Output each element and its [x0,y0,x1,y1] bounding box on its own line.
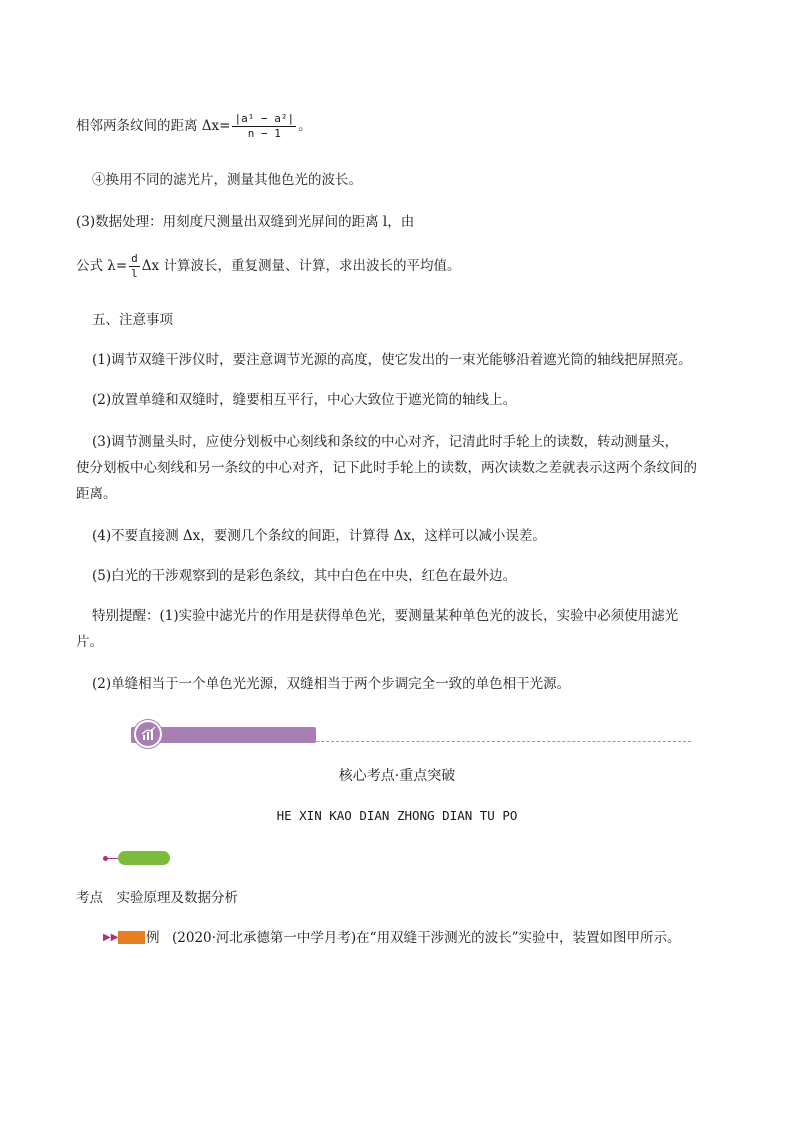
tip-line-2: 片。 [76,634,103,650]
chart-icon [134,720,162,748]
formula-suffix: Δx 计算波长，重复测量、计算，求出波长的平均值。 [141,258,461,274]
note-5: (5)白光的干涉观察到的是彩色条纹，其中白色在中央，红色在最外边。 [92,568,517,584]
note-4: (4)不要直接测 Δx，要测几个条纹的间距，计算得 Δx，这样可以减小误差。 [92,528,546,544]
fraction-denominator: n − 1 [247,127,281,140]
note-1: (1)调节双缝干涉仪时，要注意调节光源的高度，使它发出的一束光能够沿着遮光筒的轴线把屏照亮。 [92,352,692,368]
section-title: 核心考点·重点突破 [338,768,456,784]
topic-marker-pill [118,851,170,865]
note-3-line-2: 使分划板中心刻线和另一条纹的中心对齐，记下此时手轮上的读数，两次读数之差就表示这两个条纹间的 [76,460,697,476]
distance-formula-line [76,112,312,141]
banner-divider [316,741,691,742]
fraction-numerator: d [131,252,138,265]
fraction-numerator: |a¹ − a²| [234,112,295,125]
tip-2: (2)单缝相当于一个单色光光源，双缝相当于两个步调完全一致的单色相干光源。 [92,676,571,692]
step-4-text: ④换用不同的滤光片，测量其他色光的波长。 [92,172,362,188]
example-label: 例 [146,930,160,946]
formula-suffix: 。 [298,118,312,134]
fraction-denominator: l [131,267,138,280]
formula-prefix: 公式 λ= [76,258,128,274]
note-3-line-1: (3)调节测量头时，应使分划板中心刻线和条纹的中心对齐，记清此时手轮上的读数，转动测量头， [92,434,679,450]
wavelength-formula-line [76,252,460,281]
topic-marker-dot [103,856,108,861]
double-arrow-icon: ▶▶ [103,932,119,943]
note-2: (2)放置单缝和双缝时，缝要相互平行，中心大致位于遮光筒的轴线上。 [92,392,517,408]
example-text: (2020·河北承德第一中学月考)在“用双缝干涉测光的波长”实验中，装置如图甲所示。 [172,930,681,946]
section-heading-notes: 五、注意事项 [92,312,173,328]
section-banner [131,720,691,746]
data-processing-text: (3)数据处理：用刻度尺测量出双缝到光屏间的距离 l，由 [76,214,415,230]
tip-line-1: 特别提醒：(1)实验中滤光片的作用是获得单色光，要测量某种单色光的波长，实验中必须使用滤光 [92,608,679,624]
note-3-line-3: 距离。 [76,486,117,502]
fraction-delta-x [232,112,296,141]
topic-label: 考点 实验原理及数据分析 [76,890,238,906]
example-marker-box [118,931,145,944]
section-pinyin: HE XIN KAO DIAN ZHONG DIAN TU PO [276,808,518,823]
fraction-d-over-l [129,252,140,281]
formula-prefix: 相邻两条纹间的距离 Δx= [76,118,231,134]
